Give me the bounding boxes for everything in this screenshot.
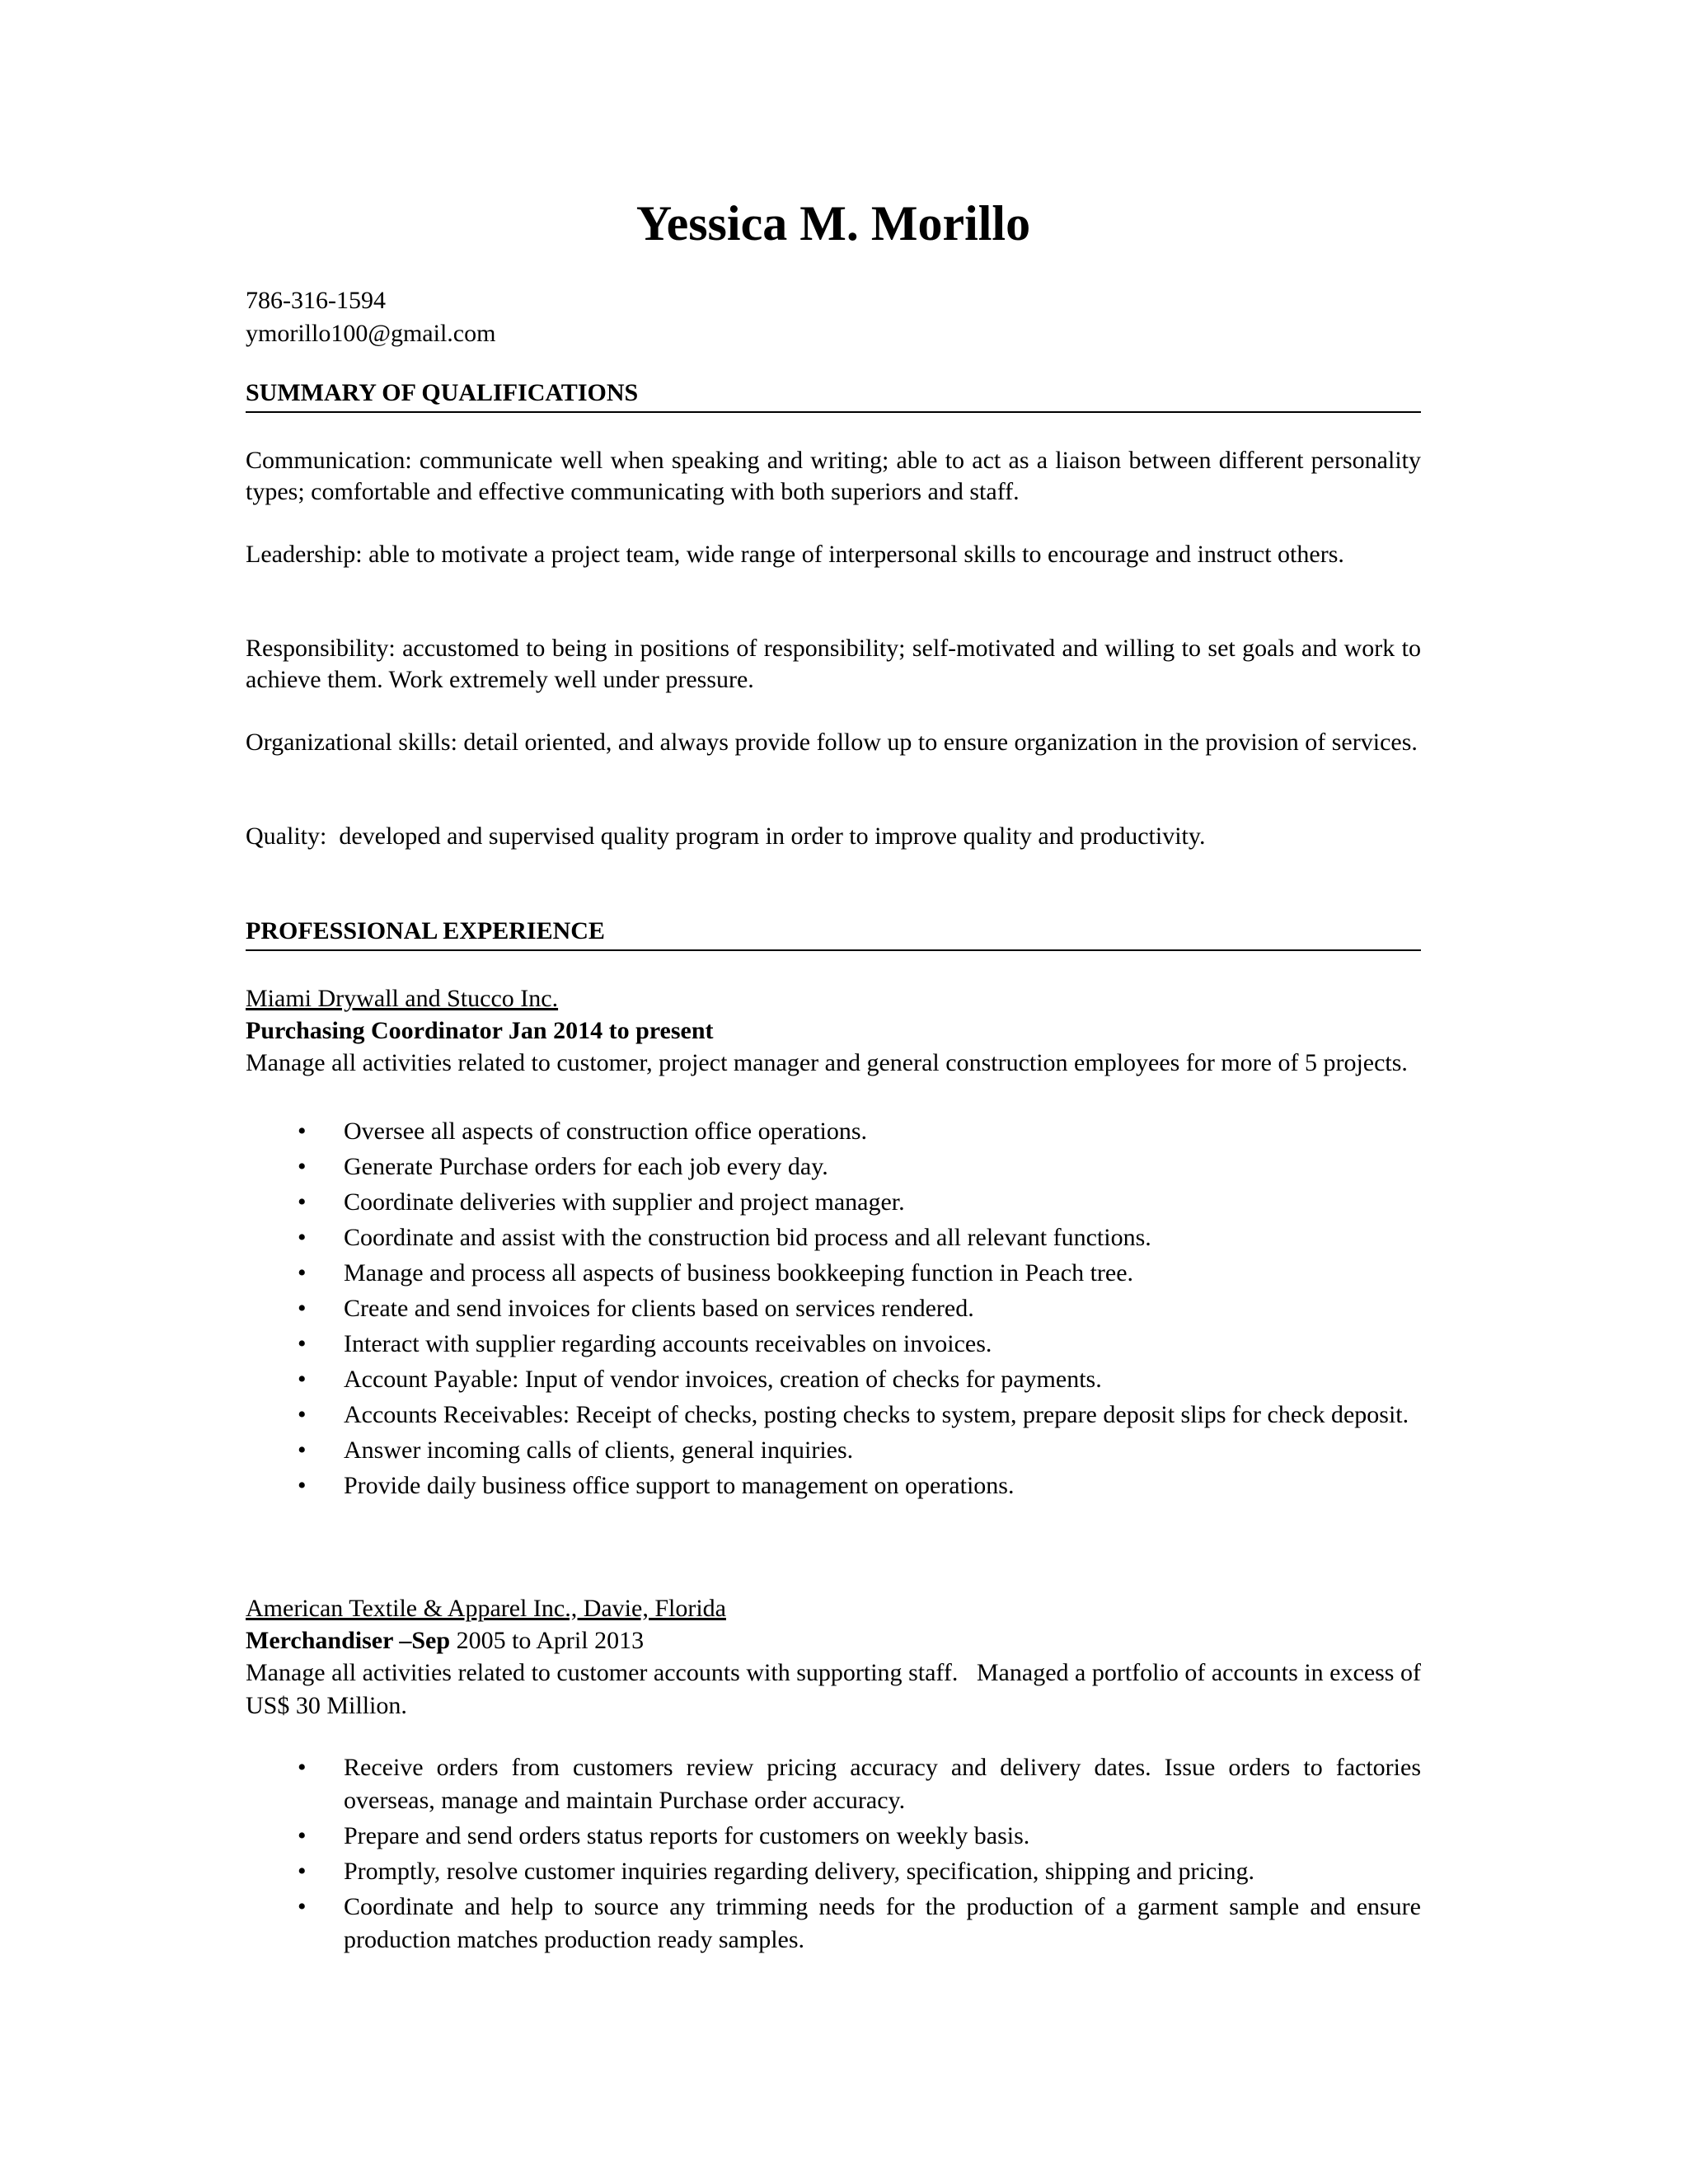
job-title — [246, 1015, 714, 1047]
list-item: • Provide daily business office support to management on operations. — [246, 1469, 1421, 1502]
job-title-bold: Merchandiser –Sep — [246, 1627, 451, 1654]
job-description: Manage all activities related to customer, project manager and general construction employees for more of 5 projects. — [246, 1049, 1408, 1076]
job-duties-list — [246, 1751, 1421, 1959]
bullet-icon: • — [298, 1472, 307, 1499]
job-company: American Textile & Apparel Inc., Davie, Florida — [246, 1595, 726, 1622]
candidate-name: Yessica M. Morillo — [635, 196, 1031, 251]
list-item: • Accounts Receivables: Receipt of checks, posting checks to system, prepare deposit slips for check deposit. — [246, 1399, 1421, 1432]
bullet-icon: • — [298, 1436, 307, 1464]
list-item: • Coordinate deliveries with supplier and project manager. — [246, 1186, 1421, 1219]
summary-item-organizational: Organizational skills: detail oriented, and always provide follow up to ensure organization in the provision of services. — [246, 729, 1418, 756]
job-duties-list — [246, 1115, 1421, 1505]
job-title — [246, 1624, 644, 1657]
job-company: Miami Drywall and Stucco Inc. — [246, 985, 559, 1012]
list-item: • Oversee all aspects of construction office operations. — [246, 1115, 1421, 1148]
bullet-icon: • — [298, 1366, 307, 1393]
list-item: • Generate Purchase orders for each job every day. — [246, 1151, 1421, 1183]
list-item: • Promptly, resolve customer inquiries regarding delivery, specification, shipping and pricing. — [246, 1855, 1421, 1888]
list-item: • Answer incoming calls of clients, general inquiries. — [246, 1434, 1421, 1467]
job-title-dates: 2005 to April 2013 — [450, 1627, 645, 1654]
bullet-icon: • — [298, 1295, 307, 1322]
summary-heading: SUMMARY OF QUALIFICATIONS — [246, 377, 1421, 413]
bullet-icon: • — [298, 1118, 307, 1145]
bullet-icon: • — [298, 1401, 307, 1428]
summary-item-quality: Quality: developed and supervised quality program in order to improve quality and productivity. — [246, 823, 1206, 850]
phone-number: 786-316-1594 — [246, 287, 386, 314]
list-item: • Create and send invoices for clients based on services rendered. — [246, 1292, 1421, 1325]
bullet-icon: • — [298, 1754, 307, 1781]
bullet-icon: • — [298, 1893, 307, 1920]
job-title-bold: Purchasing Coordinator Jan 2014 to present — [246, 1017, 714, 1044]
list-item: • Coordinate and assist with the construction bid process and all relevant functions. — [246, 1221, 1421, 1254]
experience-heading: PROFESSIONAL EXPERIENCE — [246, 915, 1421, 951]
summary-item-responsibility: Responsibility: accustomed to being in positions of responsibility; self-motivated and willing to set goals and work to achieve them. Work extremely well under pressure. — [246, 635, 1421, 693]
list-item: • Manage and process all aspects of business bookkeeping function in Peach tree. — [246, 1257, 1421, 1290]
summary-item-leadership: Leadership: able to motivate a project team, wide range of interpersonal skills to encourage and instruct others. — [246, 541, 1344, 568]
contact-block — [246, 284, 495, 350]
summary-item-communication: Communication: communicate well when speaking and writing; able to act as a liaison between different personality types; comfortable and effective communicating with both superiors and staff. — [246, 447, 1421, 505]
bullet-icon: • — [298, 1224, 307, 1251]
email-address: ymorillo100@gmail.com — [246, 320, 496, 347]
job-description: Manage all activities related to customer accounts with supporting staff. Managed a portfolio of accounts in excess of US$ 30 Million. — [246, 1659, 1428, 1719]
list-item: • Prepare and send orders status reports for customers on weekly basis. — [246, 1820, 1421, 1853]
bullet-icon: • — [298, 1153, 307, 1180]
list-item: • Receive orders from customers review pricing accuracy and delivery dates. Issue orders to factories overseas, manage and maintain Purchase order accuracy. — [246, 1751, 1421, 1817]
bullet-icon: • — [298, 1822, 307, 1849]
list-item: • Account Payable: Input of vendor invoices, creation of checks for payments. — [246, 1363, 1421, 1396]
bullet-icon: • — [298, 1858, 307, 1885]
bullet-icon: • — [298, 1259, 307, 1286]
list-item: • Coordinate and help to source any trimming needs for the production of a garment sample and ensure production matches production ready samples. — [246, 1891, 1421, 1957]
bullet-icon: • — [298, 1330, 307, 1357]
bullet-icon: • — [298, 1188, 307, 1216]
list-item: • Interact with supplier regarding accounts receivables on invoices. — [246, 1328, 1421, 1361]
